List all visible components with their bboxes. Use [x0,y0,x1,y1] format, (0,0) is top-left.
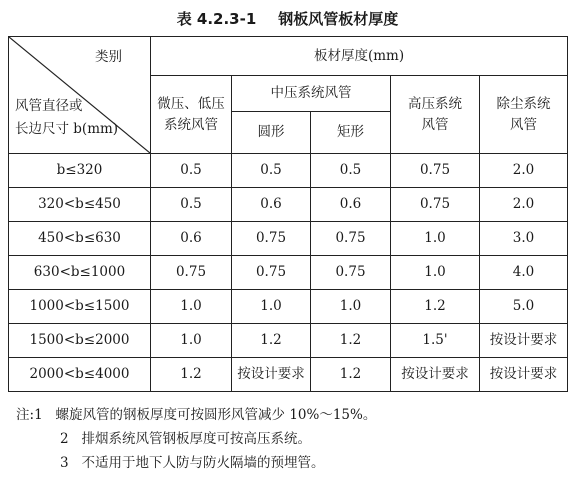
diagonal-header-cell [9,37,151,154]
size-label-line1: 风管直径或 [15,98,83,115]
row-label: 450<b≤630 [9,222,151,256]
table-row [9,290,568,324]
col-low-line2: 系统风管 [164,116,218,133]
note-number: 1 [34,407,43,423]
cell-round: 按设计要求 [232,358,311,392]
note-number: 2 [60,431,69,447]
cell-rect: 0.75 [311,256,391,290]
cell-round: 0.75 [232,256,311,290]
table-notes [16,403,376,475]
note-item [16,427,376,451]
cell-low: 1.0 [151,290,232,324]
cell-dust: 3.0 [480,222,568,256]
cell-dust: 按设计要求 [480,358,568,392]
cell-rect: 0.6 [311,188,391,222]
cell-rect: 1.2 [311,324,391,358]
row-label: 1000<b≤1500 [9,290,151,324]
note-text: 不适用于地下人防与防火隔墙的预埋管。 [81,455,325,471]
cell-high: 0.75 [391,188,480,222]
col-high-header [391,76,480,154]
table-row [9,324,568,358]
table-row [9,358,568,392]
category-label: 类别 [95,49,122,65]
row-label: 320<b≤450 [9,188,151,222]
col-high-line2: 风管 [421,116,449,133]
cell-high: 1.2 [391,290,480,324]
cell-low: 1.2 [151,358,232,392]
cell-round: 1.0 [232,290,311,324]
cell-dust: 5.0 [480,290,568,324]
note-text: 螺旋风管的钢板厚度可按圆形风管减少 10%～15%。 [55,407,377,423]
table-number: 表 4.2.3-1 [176,10,257,28]
note-item [16,451,376,475]
cell-high: 0.75 [391,154,480,188]
cell-high: 1.0 [391,256,480,290]
cell-rect: 0.75 [311,222,391,256]
cell-high: 1.5' [391,324,480,358]
cell-low: 0.5 [151,154,232,188]
cell-round: 0.75 [232,222,311,256]
cell-rect: 0.5 [311,154,391,188]
cell-low: 0.75 [151,256,232,290]
row-label: 630<b≤1000 [9,256,151,290]
col-dust-line1: 除尘系统 [496,96,551,113]
notes-prefix: 注: [16,407,35,423]
cell-round: 0.5 [232,154,311,188]
table-row [9,188,568,222]
table-title-text: 钢板风管板材厚度 [278,10,399,28]
col-low-line1: 微压、低压 [157,96,225,113]
note-text: 排烟系统风管钢板厚度可按高压系统。 [81,431,311,447]
thickness-table [8,36,568,392]
size-label [15,95,118,141]
size-label-line2: 长边尺寸 b(mm) [15,121,119,138]
col-mid-rect-header: 矩形 [311,112,391,154]
note-number: 3 [60,455,69,471]
row-label: 1500<b≤2000 [9,324,151,358]
col-low-header [151,76,232,154]
cell-round: 1.2 [232,324,311,358]
cell-dust: 4.0 [480,256,568,290]
col-dust-header [480,76,568,154]
cell-low: 0.6 [151,222,232,256]
cell-rect: 1.0 [311,290,391,324]
cell-round: 0.6 [232,188,311,222]
col-dust-line2: 风管 [510,116,538,133]
col-mid-header: 中压系统风管 [232,76,391,112]
cell-low: 0.5 [151,188,232,222]
table-row [9,256,568,290]
row-label: 2000<b≤4000 [9,358,151,392]
col-mid-round-header: 圆形 [232,112,311,154]
cell-low: 1.0 [151,324,232,358]
table-row [9,154,568,188]
table-title [0,8,575,29]
table-row [9,222,568,256]
col-high-line1: 高压系统 [408,96,462,113]
cell-dust: 2.0 [480,188,568,222]
row-label: b≤320 [9,154,151,188]
cell-dust: 按设计要求 [480,324,568,358]
cell-high: 按设计要求 [391,358,480,392]
cell-high: 1.0 [391,222,480,256]
cell-rect: 1.2 [311,358,391,392]
thickness-header: 板材厚度(mm) [151,37,568,76]
cell-dust: 2.0 [480,154,568,188]
note-item [16,403,376,427]
